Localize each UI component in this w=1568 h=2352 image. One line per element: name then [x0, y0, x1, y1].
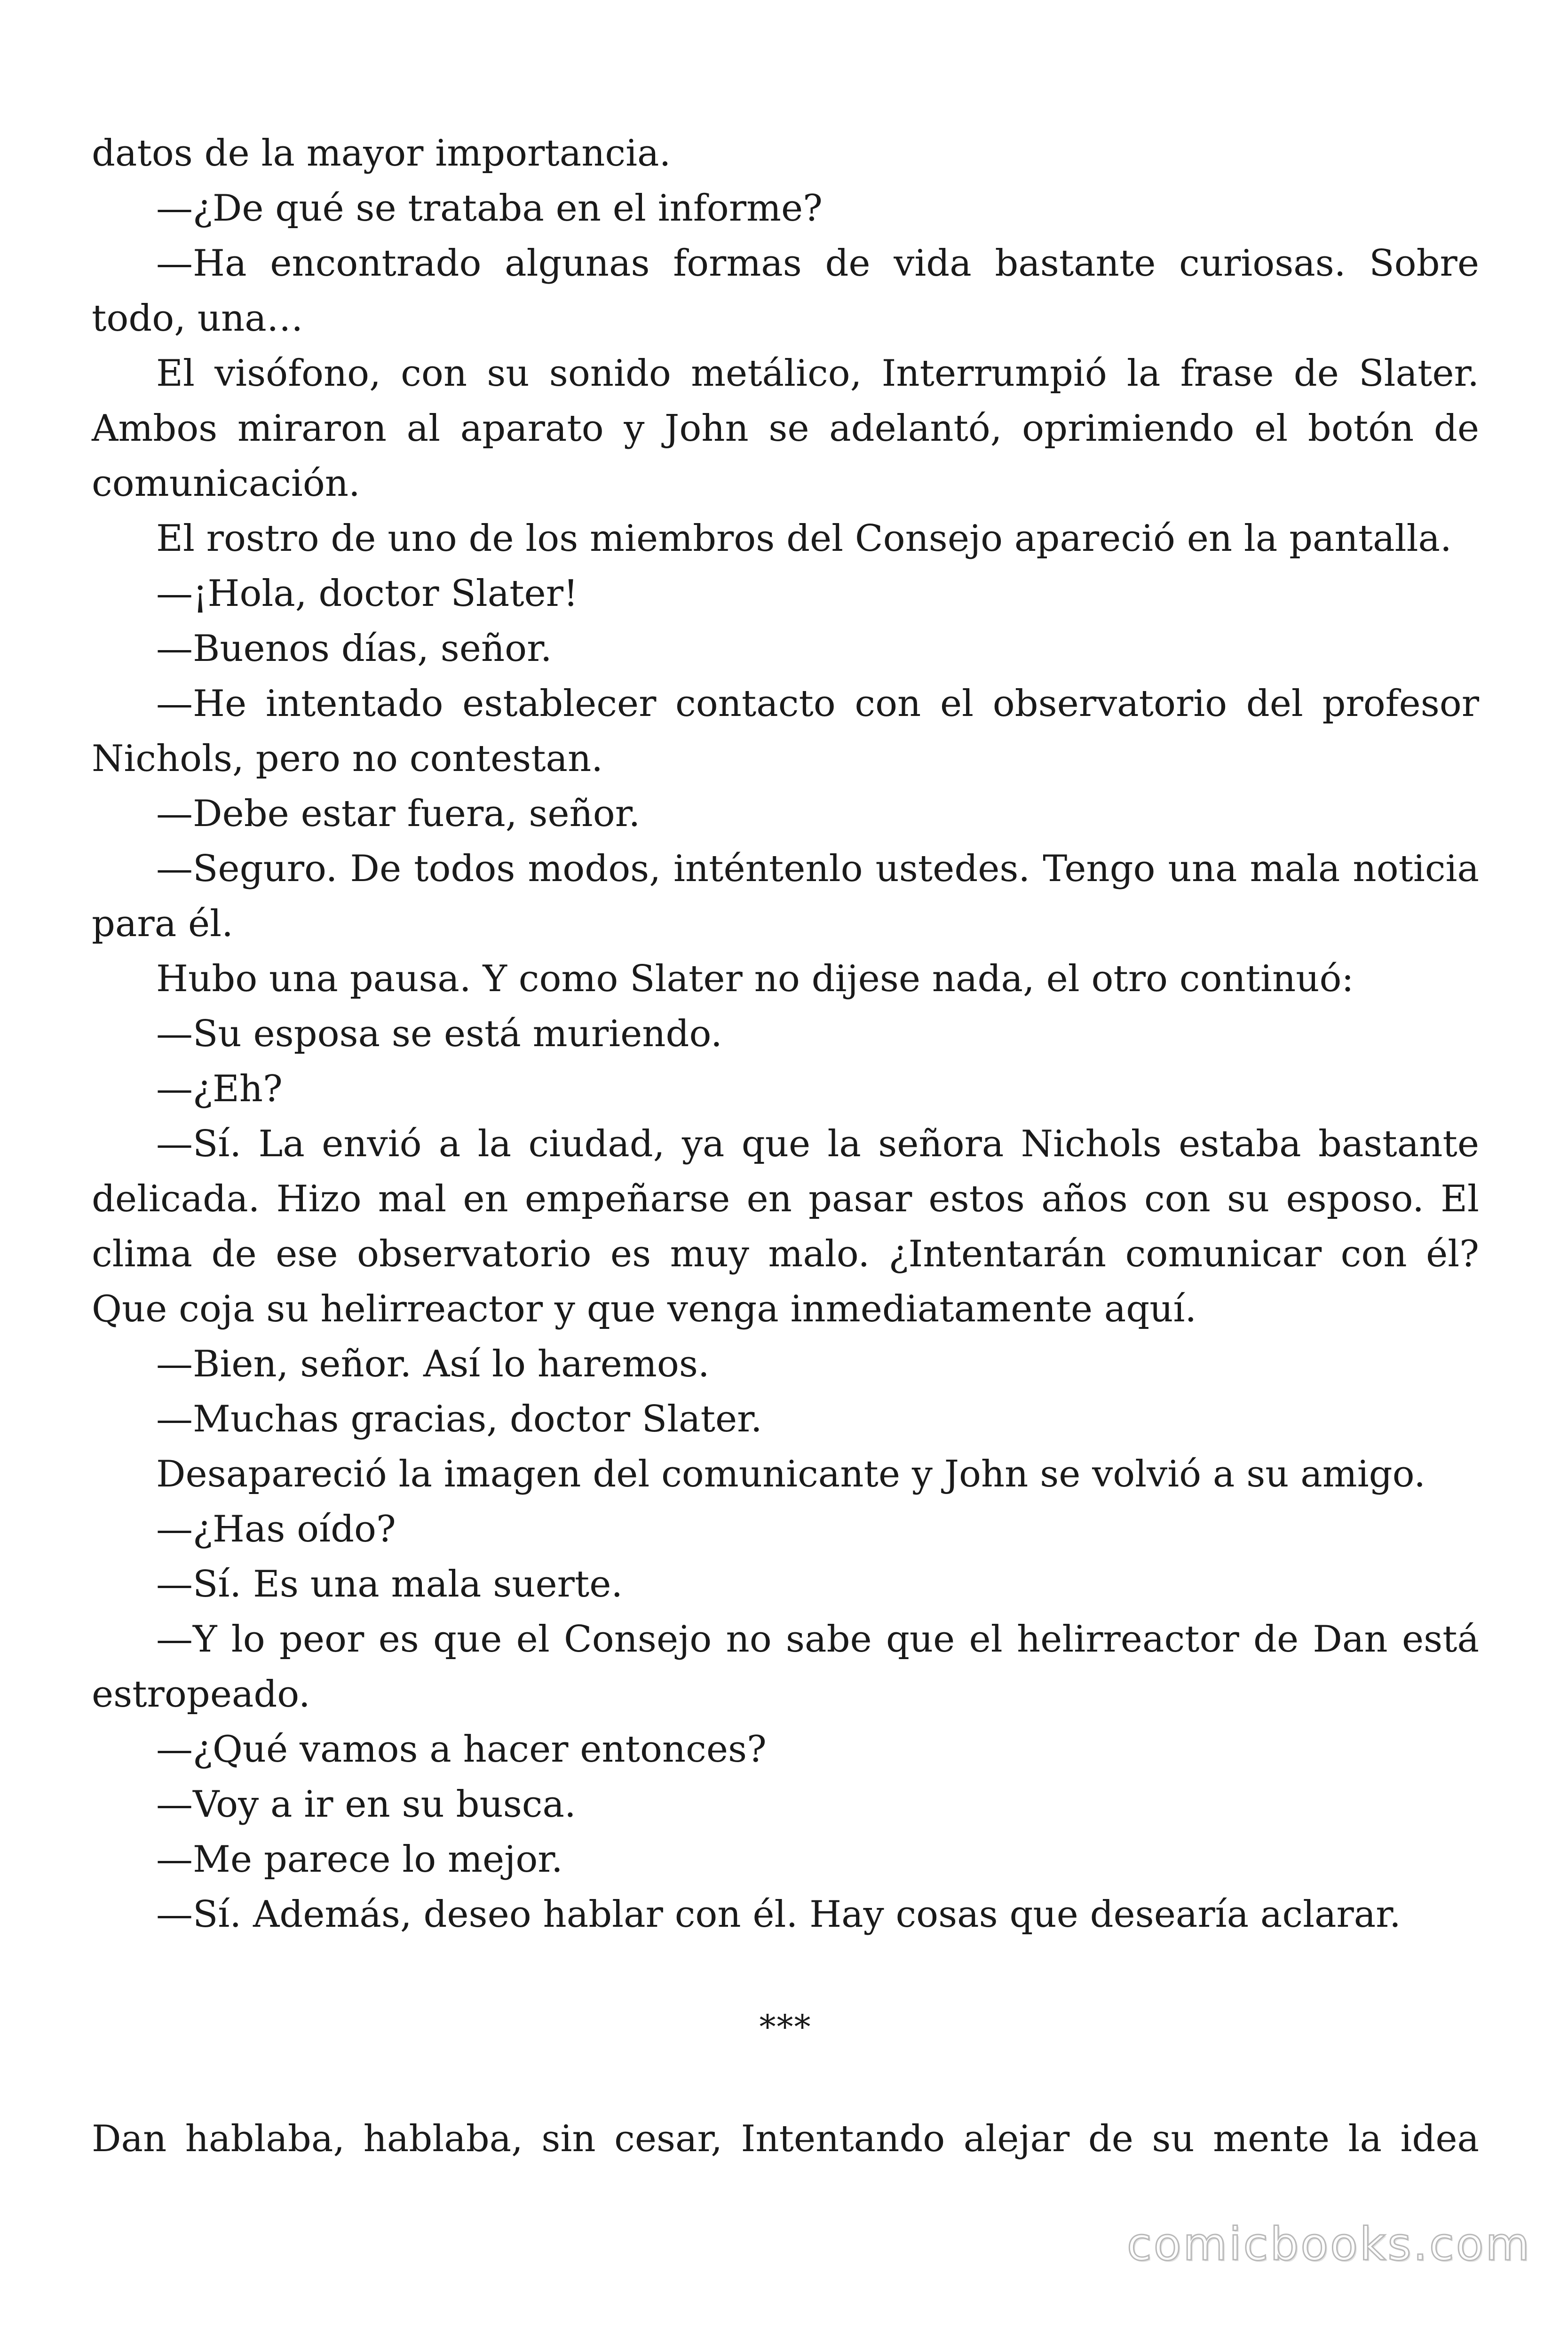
paragraph: —¿Qué vamos a hacer entonces? [156, 1728, 767, 1771]
paragraph: —Su esposa se está muriendo. [156, 1013, 722, 1055]
paragraph: —¿De qué se trataba en el informe? [156, 187, 823, 230]
paragraph: El visófono, con su sonido metálico, Interrumpió la frase de Slater. Ambos miraron al aparato y John se adelantó, oprimiendo el botón de comunicación. [92, 352, 1479, 505]
paragraph: —Sí. Además, deseo hablar con él. Hay cosas que desearía aclarar. [156, 1893, 1401, 1936]
paragraph: —Debe estar fuera, señor. [156, 793, 641, 835]
paragraph: Hubo una pausa. Y como Slater no dijese nada, el otro continuó: [156, 958, 1354, 1000]
section-separator: *** [759, 2008, 812, 2046]
paragraph: —¿Eh? [156, 1068, 283, 1110]
paragraph: —¿Has oído? [156, 1508, 396, 1550]
paragraph: —Bien, señor. Así lo haremos. [156, 1343, 710, 1385]
paragraph: —He intentado establecer contacto con el observatorio del profesor Nichols, pero no contestan. [92, 683, 1479, 780]
watermark-logo: comicbooks.com [1126, 2218, 1531, 2271]
paragraph: —Me parece lo mejor. [156, 1838, 563, 1881]
paragraph: Desapareció la imagen del comunicante y John se volvió a su amigo. [156, 1453, 1425, 1495]
paragraph: —¡Hola, doctor Slater! [156, 572, 578, 615]
paragraph: —Buenos días, señor. [156, 628, 552, 670]
paragraph: —Ha encontrado algunas formas de vida bastante curiosas. Sobre todo, una… [92, 242, 1479, 340]
paragraph: —Sí. La envió a la ciudad, ya que la señora Nichols estaba bastante delicada. Hizo mal en empeñarse en pasar estos años con su esposo. El clima de ese observatorio es muy malo. ¿Intentarán comunicar con él? Que coja su helirreactor y que venga inmediatamente aquí. [92, 1123, 1479, 1330]
paragraph: —Voy a ir en su busca. [156, 1783, 576, 1826]
paragraph: —Sí. Es una mala suerte. [156, 1563, 623, 1605]
paragraph: —Muchas gracias, doctor Slater. [156, 1398, 762, 1440]
paragraph: —Y lo peor es que el Consejo no sabe que el helirreactor de Dan está estropeado. [92, 1618, 1479, 1716]
paragraph: Dan hablaba, hablaba, sin cesar, Intentando alejar de su mente la idea [92, 2118, 1479, 2160]
paragraph: —Seguro. De todos modos, inténtenlo ustedes. Tengo una mala noticia para él. [92, 848, 1479, 945]
paragraph: El rostro de uno de los miembros del Consejo apareció en la pantalla. [156, 517, 1452, 560]
book-page [92, 126, 1479, 2167]
paragraph: datos de la mayor importancia. [92, 132, 671, 175]
